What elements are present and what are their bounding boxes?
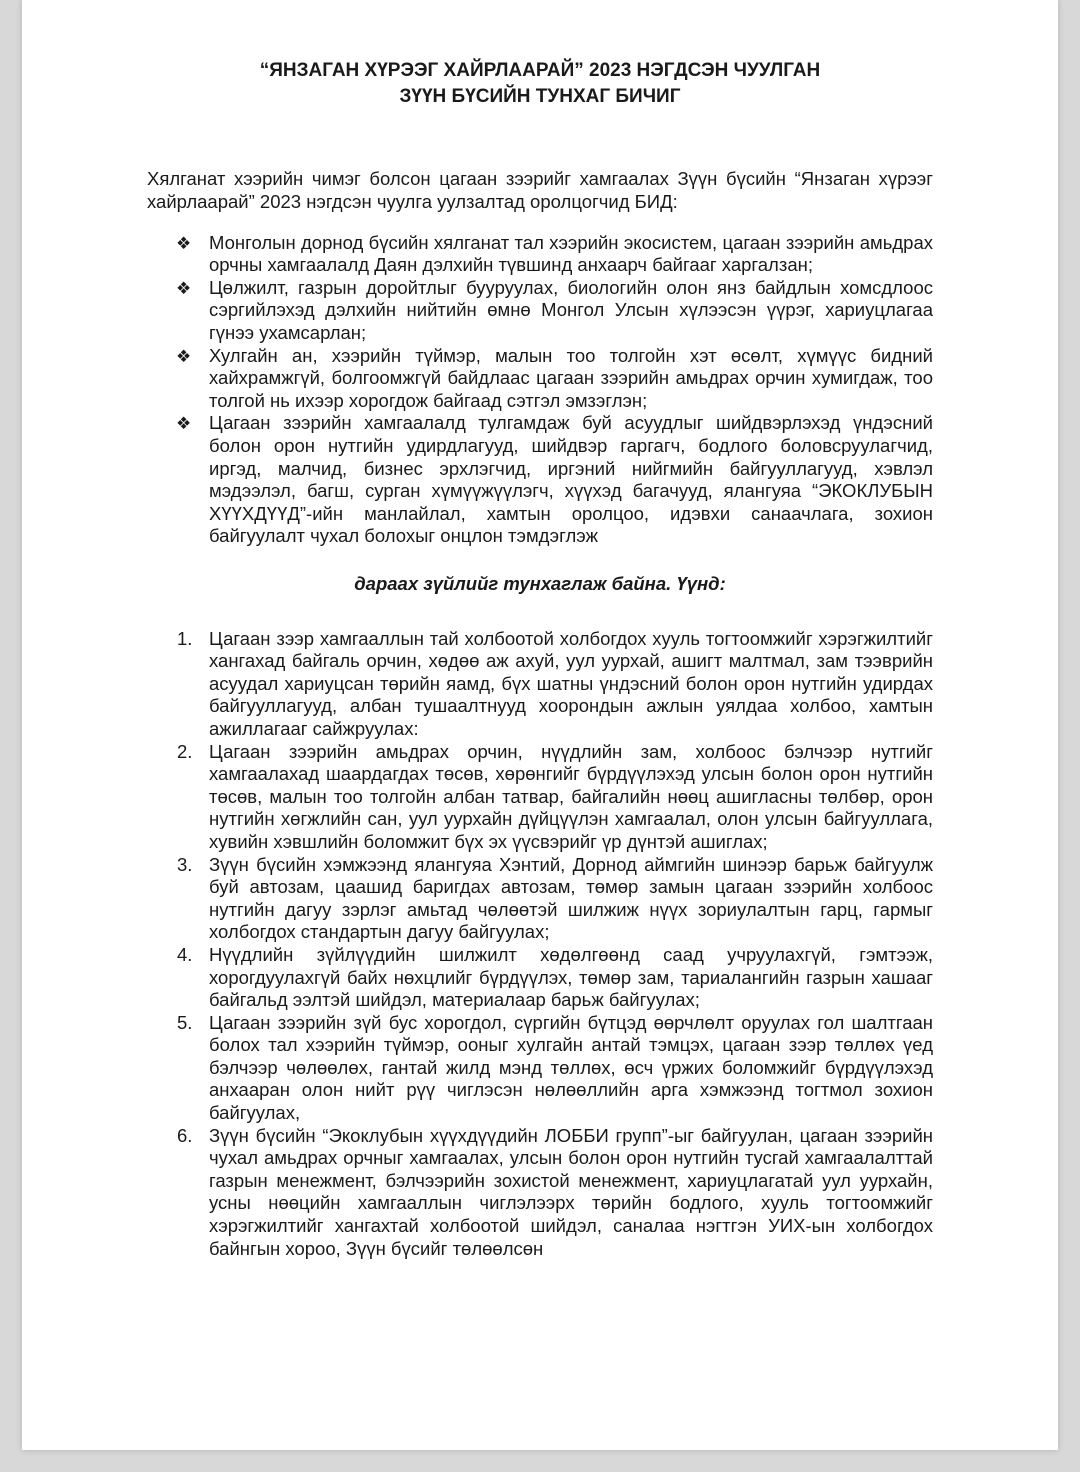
numbered-item — [147, 628, 933, 741]
item-text: Цагаан зээр хамгааллын тай холбоотой холбогдох хууль тогтоомжийг хэрэгжилтийг хангахад байгаль орчин, хөдөө аж ахуй, уул уурхай, ашигт малтмал, зам тээврийн асуудал хариуцсан төрийн яамд, бүх шатны үндэсний болон орон нутгийн удирдах байгууллагууд, албан тушаалтнууд хоорондын ажлын уялдаа холбоо, хамтын ажиллагааг сайжруулах: — [209, 627, 933, 739]
item-text: Нүүдлийн зүйлүүдийн шилжилт хөдөлгөөнд саад учруулахгүй, гэмтээж, хорогдуулахгүй байх нөхцлийг бүрдүүлэх, төмөр зам, тариалангийн газрын хашааг байгальд ээлтэй шийдэл, материалаар барьж байгуулах; — [209, 943, 933, 1011]
title-line-2: ЗҮҮН БҮСИЙН ТУНХАГ БИЧИГ — [399, 86, 681, 107]
item-text: Зүүн бүсийн “Экоклубын хүүхдүүдийн ЛОББИ групп”-ыг байгуулан, цагаан зээрийн чухал амьдрах орчныг хамгаалах, улсын болон орон нутгийн тусгай хамгаалалттай газрын менежмент, бэлчээрийн зохистой менежмент, хариуцлагатай уул уурхайн, усны нөөцийн хамгааллын чиглэлээрх төрийн бодлого, хууль тогтоомжийг хэрэгжилтийг хангахтай холбоотой шийдэл, саналаа нэгтгэн УИХ-ын холбогдох байнгын хороо, Зүүн бүсийг төлөөлсөн — [209, 1124, 933, 1259]
numbered-item — [147, 944, 933, 1012]
numbered-item — [147, 1012, 933, 1125]
numbered-item — [147, 741, 933, 854]
title-line-1: “ЯНЗАГАН ХҮРЭЭГ ХАЙРЛААРАЙ” 2023 НЭГДСЭН ЧУУЛГАН — [259, 60, 821, 81]
bullet-item — [147, 345, 933, 413]
intro-paragraph: Хялганат хээрийн чимэг болсон цагаан зээрийг хамгаалах Зүүн бүсийн “Янзаган хүрээг хайрлаарай” 2023 нэгдсэн чуулга уулзалтад оролцогчид БИД: — [147, 168, 933, 212]
diamond-bullet-icon: ❖ — [176, 414, 192, 434]
bullet-list — [147, 232, 933, 548]
bullet-text: Цөлжилт, газрын доройтлыг бууруулах, биологийн олон янз байдлын хомсдлоос сэргийлэхэд дэлхийн нийтийн өмнө Монгол Улсын хүлээсэн үүрэг, хариуцлагаа гүнээ ухамсарлан; — [209, 276, 933, 344]
bullet-item — [147, 277, 933, 345]
item-number: 6. — [177, 1124, 193, 1146]
bullet-item — [147, 232, 933, 277]
bullet-text: Цагаан зээрийн хамгаалалд тулгамдаж буй асуудлыг шийдвэрлэхэд үндэсний болон орон нутгийн удирдлагууд, шийдвэр гаргагч, бодлого боловсруулагчид, иргэд, малчид, бизнес эрхлэгчид, иргэний нийгмийн байгууллагууд, хэвлэл мэдээлэл, багш, сурган хүмүүжүүлэгч, хүүхэд багачууд, ялангуяа “ЭКОКЛУБЫН ХҮҮХДҮҮД”-ийн манлайлал, хамтын оролцоо, идэвхи санаачлага, зохион байгуулалт чухал болохыг онцлон тэмдэглэж — [209, 412, 933, 547]
diamond-bullet-icon: ❖ — [176, 346, 192, 366]
item-number: 3. — [177, 853, 193, 875]
declaration-heading: дараах зүйлийг тунхаглаж байна. Үүнд: — [354, 573, 726, 594]
document-content — [147, 58, 933, 1260]
document-title — [147, 58, 933, 110]
numbered-item — [147, 854, 933, 944]
item-number: 2. — [177, 740, 193, 762]
numbered-item — [147, 1125, 933, 1261]
bullet-text: Хулгайн ан, хээрийн түймэр, малын тоо толгойн хэт өсөлт, хүмүүс бидний хайхрамжгүй, болгоомжгүй байдлаас цагаан зээрийн амьдрах орчин хумигдаж, тоо толгой нь ихээр хорогдож байгаад сэтгэл эмзэглэн; — [209, 344, 933, 411]
bullet-item — [147, 412, 933, 548]
item-number: 5. — [177, 1011, 193, 1033]
item-number: 4. — [177, 943, 193, 965]
item-text: Цагаан зээрийн зүй бус хорогдол, сүргийн бүтцэд өөрчлөлт оруулах гол шалтгаан болох тал хээрийн түймэр, ооныг хулгайн антай тэмцэх, цагаан зээр төллөх үед бэлчээр чөлөөлөх, гантай жилд мэнд төллөх, өсч үржих боломжийг бүрдүүлэхэд анхааран олон нийт рүү чиглэсэн нөлөөллийн арга хэмжээнд тогтмол зохион байгуулах, — [209, 1011, 933, 1124]
numbered-list — [147, 628, 933, 1261]
diamond-bullet-icon: ❖ — [176, 233, 192, 253]
item-text: Зүүн бүсийн хэмжээнд ялангуяа Хэнтий, Дорнод аймгийн шинээр барьж байгуулж буй автозам, цаашид баригдах автозам, төмөр замын цагаан зээрийн холбоос нутгийн дагуу зэрлэг амьтад чөлөөтэй шилжиж нүүх зориулалтын гарц, гармыг холбогдох стандартын дагуу байгуулах; — [209, 853, 933, 943]
bullet-text: Монголын дорнод бүсийн хялганат тал хээрийн экосистем, цагаан зээрийн амьдрах орчны хамгаалалд Даян дэлхийн түвшинд анхаарч байгааг харгалзан; — [209, 231, 933, 276]
item-text: Цагаан зээрийн амьдрах орчин, нүүдлийн зам, холбоос бэлчээр нутгийг хамгаалахад шаардагдах төсөв, хөрөнгийг бүрдүүлэхэд улсын болон орон нутгийн төсөв, малын тоо толгойн албан татвар, байгалийн нөөц ашигласны төлбөр, орон нутгийн хөгжлийн сан, уул уурхайн дүйцүүлэн хамгаалал, олон улсын байгууллага, хувийн хэвшлийн боломжит бүх эх үүсвэрийг үр дүнтэй ашиглах; — [209, 740, 933, 852]
diamond-bullet-icon: ❖ — [176, 278, 192, 298]
item-number: 1. — [177, 627, 193, 649]
document-page — [22, 0, 1058, 1450]
